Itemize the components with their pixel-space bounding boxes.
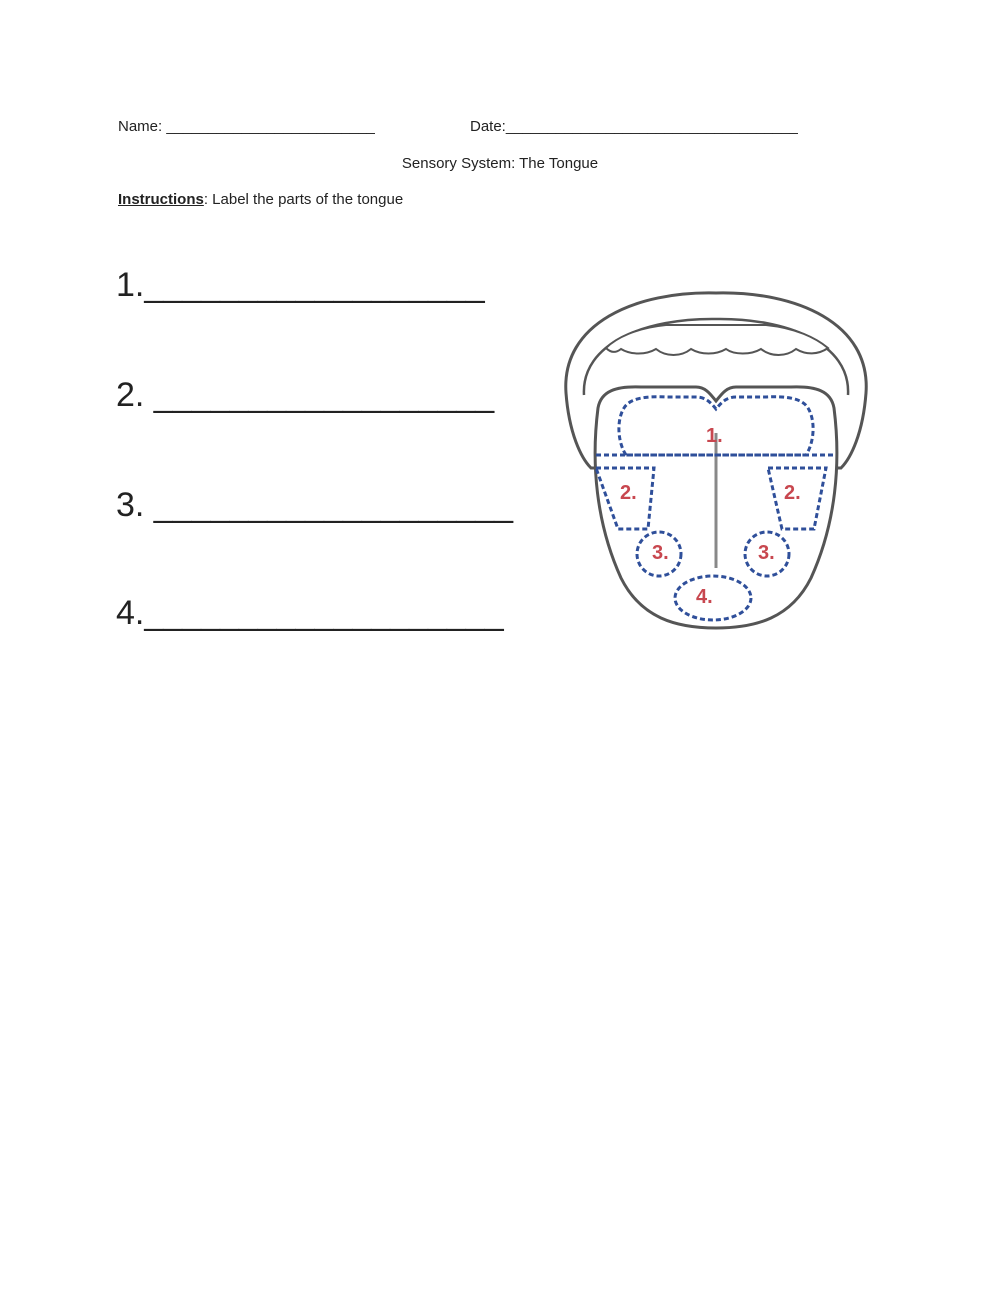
name-field[interactable]: Name: _________________________ bbox=[118, 118, 375, 135]
tongue-diagram-svg bbox=[556, 283, 876, 633]
answer-line-3[interactable]: 3. ___________________ bbox=[116, 486, 514, 524]
zone-label-1: 1. bbox=[706, 425, 723, 447]
answer-line-1[interactable]: 1.__________________ bbox=[116, 266, 485, 304]
tongue-diagram bbox=[556, 283, 876, 633]
answer-line-4[interactable]: 4.___________________ bbox=[116, 594, 504, 632]
zone-label-4: 4. bbox=[696, 586, 713, 608]
answer-line-2[interactable]: 2. __________________ bbox=[116, 376, 495, 414]
instructions-text: : Label the parts of the tongue bbox=[203, 191, 404, 208]
zone-label-2-right: 2. bbox=[784, 482, 801, 504]
zone-label-3-right: 3. bbox=[758, 542, 775, 564]
zone-label-2-left: 2. bbox=[620, 482, 637, 504]
instructions-label: Instructions bbox=[118, 191, 204, 208]
zone-label-3-left: 3. bbox=[652, 542, 669, 564]
instructions bbox=[118, 191, 403, 208]
page-title: Sensory System: The Tongue bbox=[401, 155, 599, 172]
date-field[interactable]: Date:___________________________________ bbox=[470, 118, 798, 135]
